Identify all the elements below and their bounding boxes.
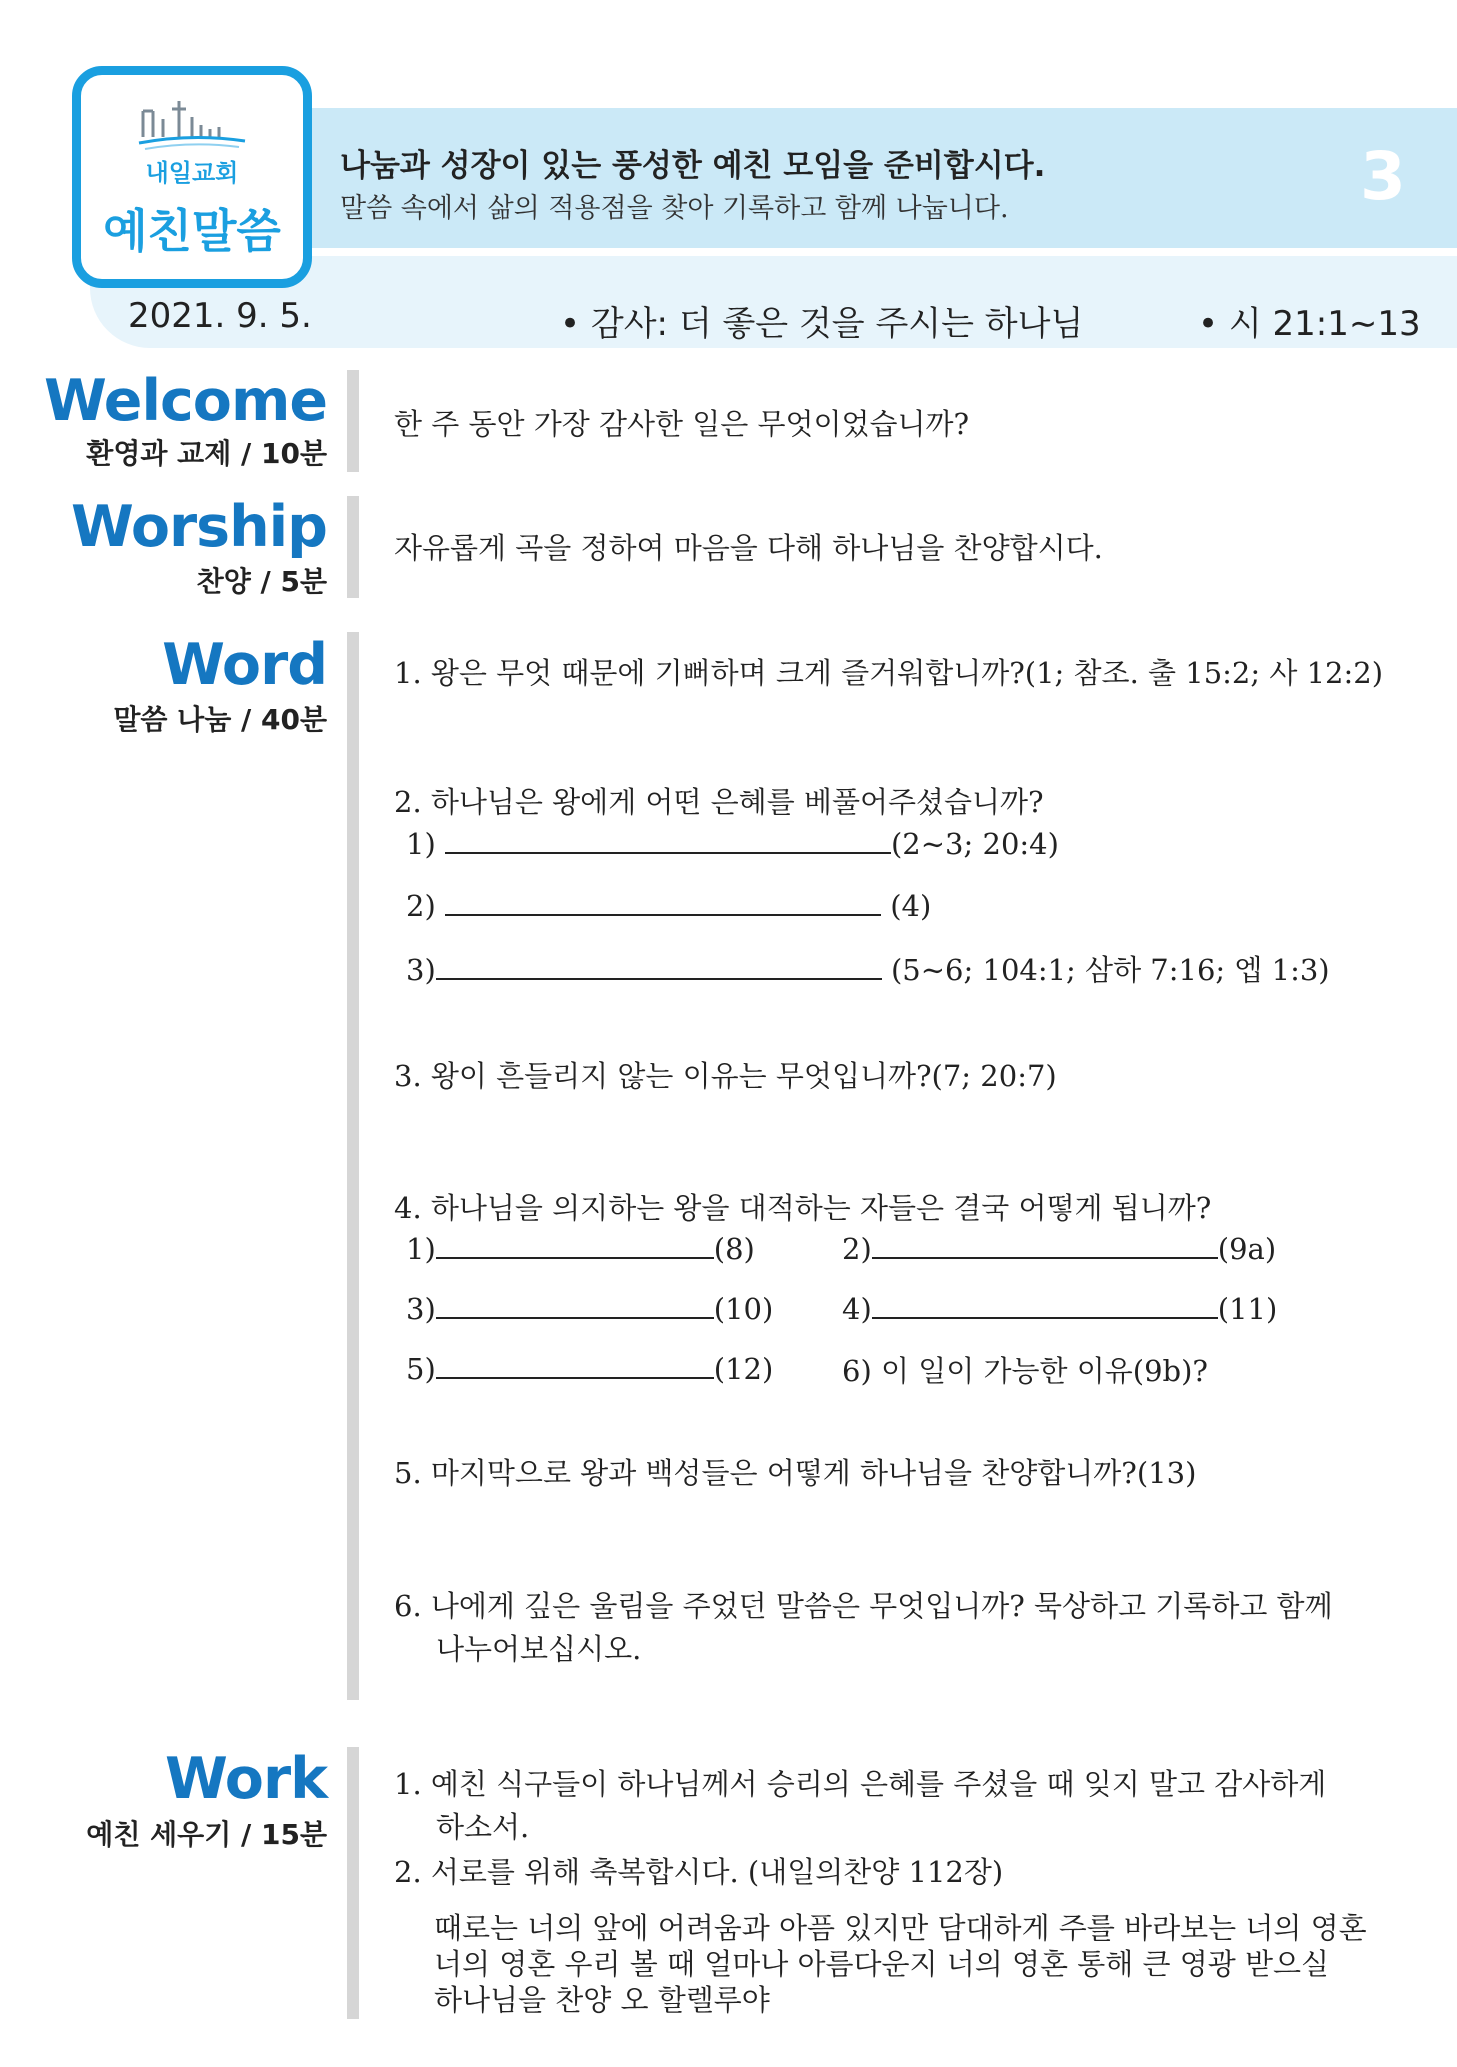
answer-ref: (9a)	[1217, 1232, 1277, 1266]
welcome-divider	[347, 370, 359, 472]
work-item-1-continued: 하소서.	[436, 1810, 530, 1844]
answer-line[interactable]	[406, 1349, 773, 1386]
answer-number: 1)	[406, 827, 436, 861]
sermon-theme: • 감사: 더 좋은 것을 주시는 하나님	[560, 304, 1084, 344]
answer-line[interactable]	[406, 886, 931, 923]
work-divider	[347, 1747, 359, 2019]
worship-title: Worship	[71, 494, 327, 560]
answer-ref: (8)	[713, 1232, 755, 1266]
answer-number: 5)	[406, 1352, 436, 1386]
welcome-question: 한 주 동안 가장 감사한 일은 무엇이었습니까?	[394, 407, 970, 441]
header-subtitle: 말씀 속에서 삶의 적용점을 찾아 기록하고 함께 나눕니다.	[340, 193, 1009, 224]
answer-blank[interactable]	[436, 1349, 714, 1379]
question-3: 3. 왕이 흔들리지 않는 이유는 무엇입니까?(7; 20:7)	[394, 1059, 1057, 1093]
worship-text: 자유롭게 곡을 정하여 마음을 다해 하나님을 찬양합시다.	[394, 531, 1103, 565]
answer-number: 4)	[842, 1292, 872, 1326]
answer-line[interactable]	[406, 948, 1330, 989]
answer-ref: (12)	[713, 1352, 774, 1386]
answer-number: 3)	[406, 953, 436, 987]
logo-title: 예친말씀	[103, 204, 281, 258]
question-4: 4. 하나님을 의지하는 왕을 대적하는 자들은 결국 어떻게 됩니까?	[394, 1191, 1212, 1225]
question-6-continued: 나누어보십시오.	[436, 1632, 642, 1666]
question-1: 1. 왕은 무엇 때문에 기뻐하며 크게 즐거워합니까?(1; 참조. 출 15:2; 사 12:2)	[394, 656, 1384, 690]
answer-number: 2)	[406, 889, 436, 923]
answer-blank[interactable]	[436, 950, 882, 980]
answer-ref: (4)	[890, 889, 932, 923]
answer-line[interactable]	[406, 824, 1059, 861]
welcome-title: Welcome	[43, 368, 327, 434]
answer-ref: (5∼6; 104:1; 삼하 7:16; 엡 1:3)	[890, 953, 1330, 987]
answer-number: 1)	[406, 1232, 436, 1266]
hymn-line: 때로는 너의 앞에 어려움과 아픔 있지만 담대하게 주를 바라보는 너의 영혼	[434, 1911, 1367, 1945]
word-divider	[347, 632, 359, 1700]
church-name: 내일교회	[145, 159, 239, 187]
work-title: Work	[164, 1746, 327, 1812]
answer-blank[interactable]	[445, 886, 881, 916]
hymn-line: 하나님을 찬양 오 할렐루야	[434, 1983, 770, 2017]
answer-line[interactable]	[406, 1289, 773, 1326]
word-title: Word	[162, 632, 327, 698]
page-number: 3	[1360, 138, 1406, 215]
worship-divider	[347, 496, 359, 598]
worship-subtitle: 찬양 / 5분	[196, 565, 327, 598]
answer-blank[interactable]	[445, 824, 891, 854]
answer-line[interactable]	[842, 1229, 1276, 1266]
logo-box	[72, 66, 312, 288]
answer-ref: (10)	[713, 1292, 774, 1326]
answer-blank[interactable]	[872, 1229, 1218, 1259]
work-item-1: 1. 예친 식구들이 하나님께서 승리의 은혜를 주셨을 때 잊지 말고 감사하게	[394, 1767, 1327, 1801]
hymn-line: 너의 영혼 우리 볼 때 얼마나 아름다운지 너의 영혼 통해 큰 영광 받으실	[434, 1947, 1330, 1981]
answer-line[interactable]	[842, 1289, 1277, 1326]
work-item-2: 2. 서로를 위해 축복합시다. (내일의찬양 112장)	[394, 1855, 1004, 1889]
answer-item-6: 6) 이 일이 가능한 이유(9b)?	[842, 1354, 1208, 1388]
answer-ref: (2∼3; 20:4)	[890, 827, 1059, 861]
church-logo-icon	[137, 97, 247, 153]
answer-line[interactable]	[406, 1229, 755, 1266]
answer-ref: (11)	[1217, 1292, 1278, 1326]
date: 2021. 9. 5.	[128, 296, 312, 336]
bible-passage: • 시 21:1∼13	[1198, 304, 1421, 344]
question-5: 5. 마지막으로 왕과 백성들은 어떻게 하나님을 찬양합니까?(13)	[394, 1456, 1197, 1490]
answer-number: 2)	[842, 1232, 872, 1266]
question-6: 6. 나에게 깊은 울림을 주었던 말씀은 무엇입니까? 묵상하고 기록하고 함께	[394, 1589, 1333, 1623]
answer-blank[interactable]	[872, 1289, 1218, 1319]
answer-blank[interactable]	[436, 1229, 714, 1259]
question-2: 2. 하나님은 왕에게 어떤 은혜를 베풀어주셨습니까?	[394, 785, 1044, 819]
header-title: 나눔과 성장이 있는 풍성한 예친 모임을 준비합시다.	[340, 148, 1046, 184]
answer-blank[interactable]	[436, 1289, 714, 1319]
work-subtitle: 예친 세우기 / 15분	[86, 1818, 327, 1851]
answer-number: 3)	[406, 1292, 436, 1326]
welcome-subtitle: 환영과 교제 / 10분	[86, 437, 327, 470]
word-subtitle: 말씀 나눔 / 40분	[113, 703, 327, 736]
